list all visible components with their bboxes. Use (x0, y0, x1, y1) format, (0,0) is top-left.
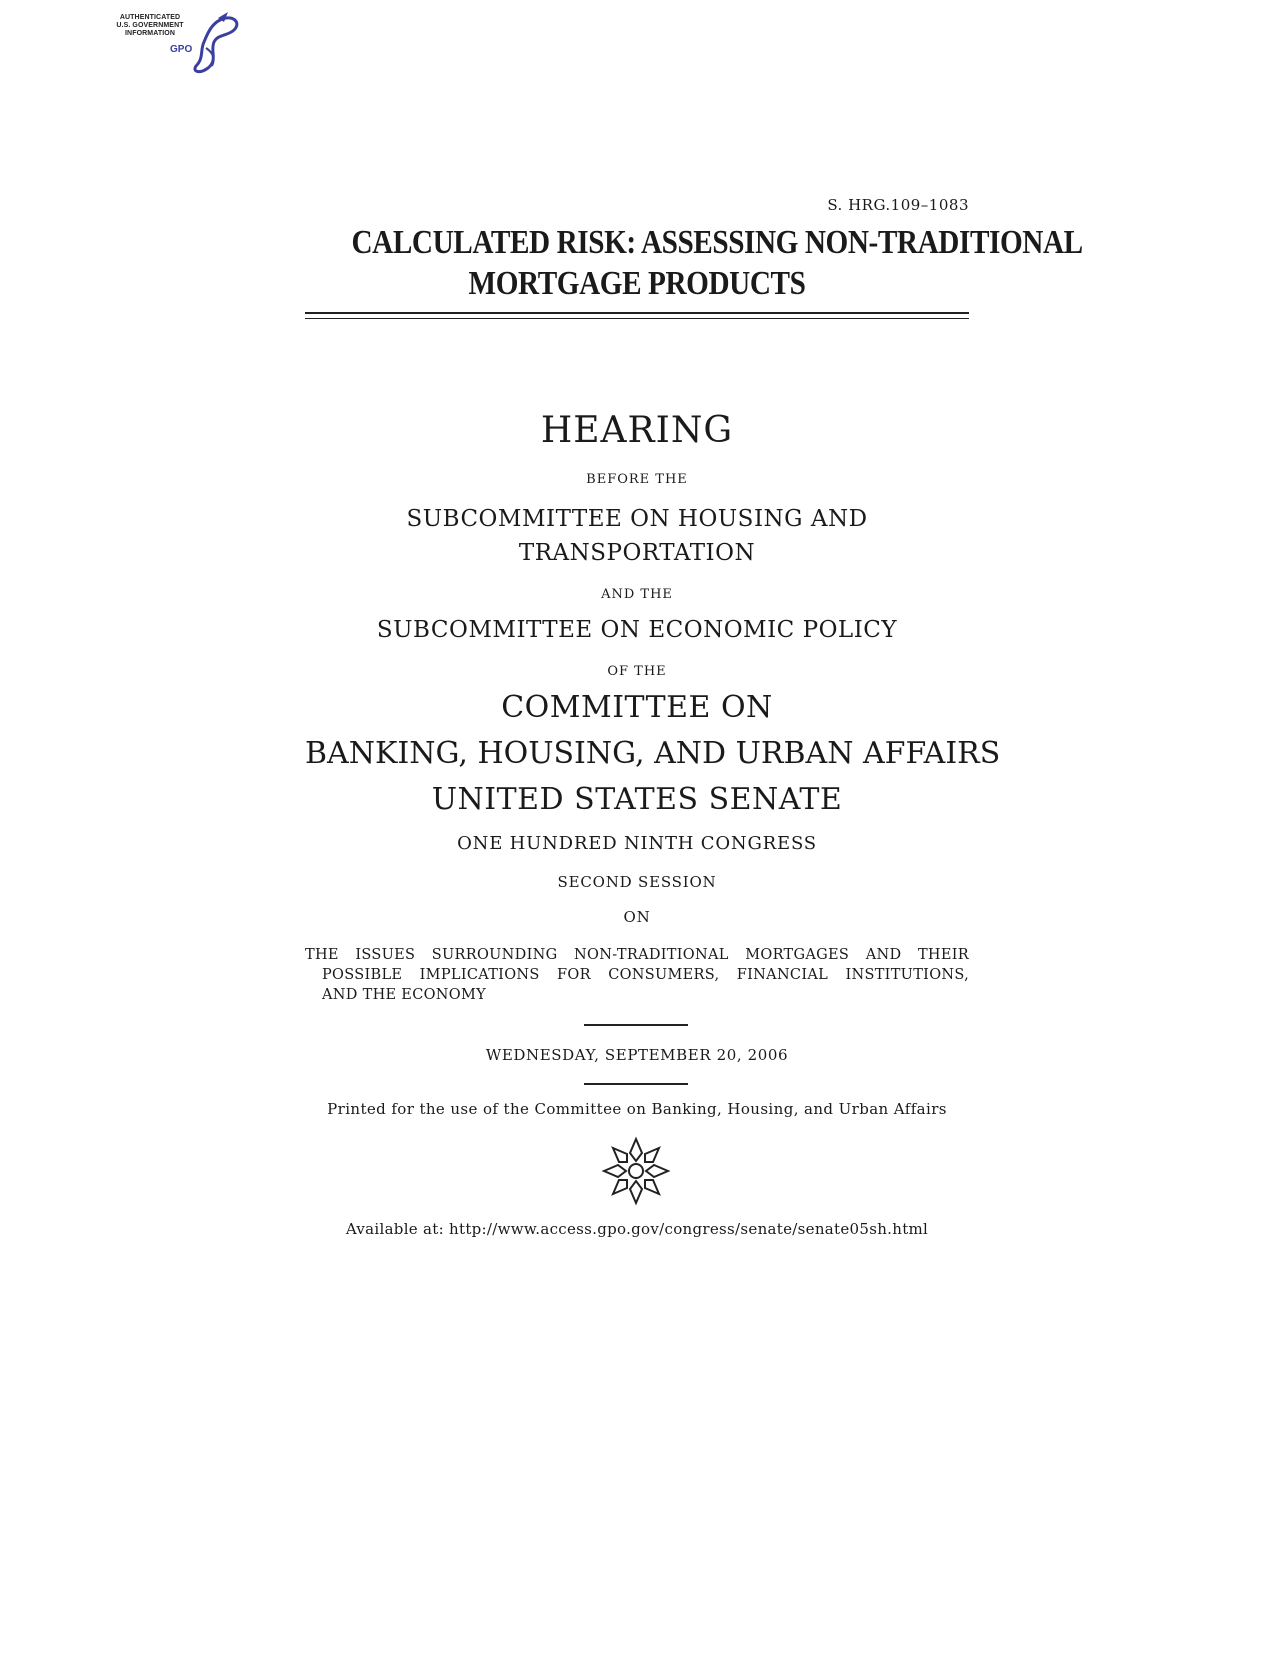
session-label: SECOND SESSION (557, 873, 717, 891)
hearing-subject (305, 945, 969, 1005)
title-line-2: MORTGAGE PRODUCTS (468, 265, 806, 302)
seal-line-government: U.S. GOVERNMENT (116, 22, 184, 29)
short-rule-bottom (584, 1083, 688, 1085)
seal-line-information: INFORMATION (125, 30, 175, 37)
title-line-1: CALCULATED RISK: ASSESSING NON-TRADITIONAL (351, 224, 1083, 261)
short-rule-top (584, 1024, 688, 1026)
before-the-label: BEFORE THE (586, 472, 688, 487)
availability-url: Available at: http://www.access.gpo.gov/congress/senate/senate05sh.html (345, 1220, 929, 1238)
printed-for-note: Printed for the use of the Committee on Banking, Housing, and Urban Affairs (327, 1100, 947, 1118)
hearing-heading: HEARING (540, 410, 734, 451)
committee-name: BANKING, HOUSING, AND URBAN AFFAIRS (305, 736, 1001, 771)
hearing-date: WEDNESDAY, SEPTEMBER 20, 2006 (485, 1046, 789, 1064)
seal-line-authenticated: AUTHENTICATED (119, 14, 181, 21)
hearing-number: S. HRG.109–1083 (827, 196, 969, 214)
gpo-authentication-seal (100, 8, 240, 74)
seal-gpo-label: GPO (170, 44, 193, 55)
subject-line-1: THE ISSUES SURROUNDING NON-TRADITIONAL MORTGAGES AND THEIR (305, 947, 969, 963)
title-double-rule (305, 312, 969, 319)
gpo-star-ornament-icon (600, 1135, 672, 1207)
subcommittee-housing-line-1: SUBCOMMITTEE ON HOUSING AND (406, 506, 868, 532)
and-the-label: AND THE (601, 587, 673, 602)
subject-line-3: AND THE ECONOMY (322, 987, 486, 1003)
subcommittee-housing (305, 502, 969, 570)
congress-label: ONE HUNDRED NINTH CONGRESS (457, 833, 817, 854)
committee-heading: COMMITTEE ON (501, 690, 773, 725)
eagle-seal-icon (100, 8, 240, 74)
on-label: ON (623, 908, 651, 926)
chamber-name: UNITED STATES SENATE (431, 782, 843, 817)
subcommittee-housing-line-2: TRANSPORTATION (518, 540, 756, 566)
subject-line-2: POSSIBLE IMPLICATIONS FOR CONSUMERS, FINANCIAL INSTITUTIONS, (322, 967, 969, 983)
document-title (351, 222, 1083, 304)
subcommittee-economic-policy: SUBCOMMITTEE ON ECONOMIC POLICY (376, 617, 898, 643)
of-the-label: OF THE (607, 664, 667, 679)
